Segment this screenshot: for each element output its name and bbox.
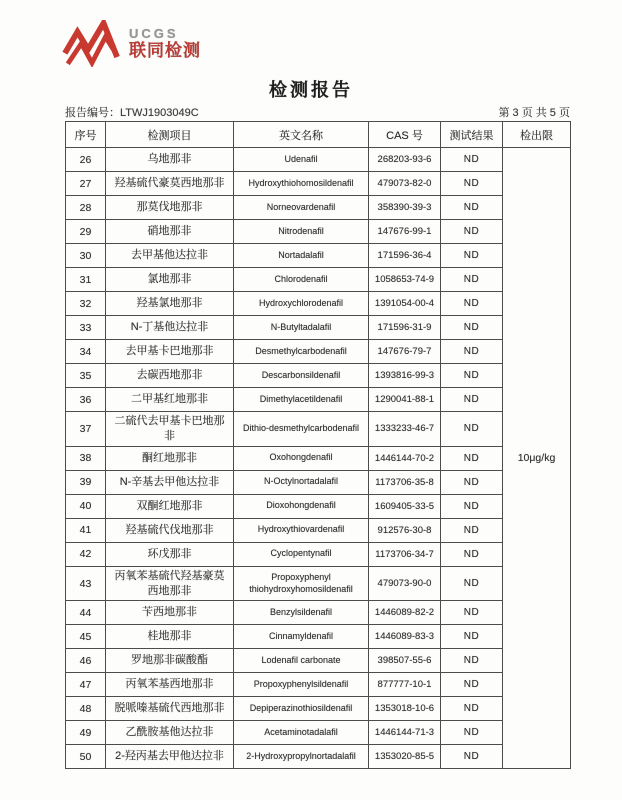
item-name-cn: 脱哌嗪基硫代西地那非 bbox=[106, 697, 234, 721]
cas-number: 398507-55-6 bbox=[369, 649, 441, 673]
detection-limit-cell: 10μg/kg bbox=[503, 148, 571, 769]
cas-number: 358390-39-3 bbox=[369, 196, 441, 220]
table-row bbox=[66, 316, 571, 340]
item-name-cn: 丙氧苯基硫代羟基豪莫西地那非 bbox=[106, 566, 234, 601]
row-no: 38 bbox=[66, 446, 106, 470]
col-header-no: 序号 bbox=[66, 122, 106, 148]
cas-number: 1173706-34-7 bbox=[369, 542, 441, 566]
test-result: ND bbox=[441, 446, 503, 470]
report-meta bbox=[65, 104, 570, 120]
test-result: ND bbox=[441, 196, 503, 220]
item-name-cn: 二硫代去甲基卡巴地那非 bbox=[106, 412, 234, 447]
table-row bbox=[66, 412, 571, 447]
item-name-cn: 桂地那非 bbox=[106, 625, 234, 649]
cas-number: 912576-30-8 bbox=[369, 518, 441, 542]
item-name-cn: 双酮红地那非 bbox=[106, 494, 234, 518]
item-name-cn: N-丁基他达拉非 bbox=[106, 316, 234, 340]
item-name-en: Hydroxythiohomosildenafil bbox=[234, 172, 369, 196]
row-no: 50 bbox=[66, 745, 106, 769]
col-header-result: 测试结果 bbox=[441, 122, 503, 148]
table-row bbox=[66, 494, 571, 518]
test-result: ND bbox=[441, 412, 503, 447]
cas-number: 1290041-88-1 bbox=[369, 388, 441, 412]
table-row bbox=[66, 518, 571, 542]
table-row bbox=[66, 745, 571, 769]
test-result: ND bbox=[441, 518, 503, 542]
item-name-en: N-Octylnortadalafil bbox=[234, 470, 369, 494]
cas-number: 171596-31-9 bbox=[369, 316, 441, 340]
row-no: 33 bbox=[66, 316, 106, 340]
item-name-en: Depiperazinothiosildenafil bbox=[234, 697, 369, 721]
item-name-en: Dimethylacetildenafil bbox=[234, 388, 369, 412]
test-result: ND bbox=[441, 673, 503, 697]
item-name-en: Dioxohongdenafil bbox=[234, 494, 369, 518]
item-name-en: N-Butyltadalafil bbox=[234, 316, 369, 340]
table-header-row bbox=[66, 122, 571, 148]
table-row bbox=[66, 292, 571, 316]
item-name-cn: 硝地那非 bbox=[106, 220, 234, 244]
report-number bbox=[65, 104, 199, 120]
table-row bbox=[66, 196, 571, 220]
item-name-en: Oxohongdenafil bbox=[234, 446, 369, 470]
cas-number: 171596-36-4 bbox=[369, 244, 441, 268]
item-name-cn: N-辛基去甲他达拉非 bbox=[106, 470, 234, 494]
item-name-cn: 二甲基红地那非 bbox=[106, 388, 234, 412]
page-title: 检测报告 bbox=[269, 80, 353, 100]
col-header-english-name: 英文名称 bbox=[234, 122, 369, 148]
cas-number: 1333233-46-7 bbox=[369, 412, 441, 447]
cas-number: 268203-93-6 bbox=[369, 148, 441, 172]
item-name-en: Dithio-desmethylcarbodenafil bbox=[234, 412, 369, 447]
table-row bbox=[66, 148, 571, 172]
table-row bbox=[66, 697, 571, 721]
test-result: ND bbox=[441, 388, 503, 412]
test-result: ND bbox=[441, 649, 503, 673]
test-result: ND bbox=[441, 601, 503, 625]
item-name-cn: 氯地那非 bbox=[106, 268, 234, 292]
item-name-en: 2-Hydroxypropylnortadalafil bbox=[234, 745, 369, 769]
table-row bbox=[66, 340, 571, 364]
report-number-value: LTWJ1903049C bbox=[120, 107, 199, 119]
test-result: ND bbox=[441, 292, 503, 316]
report-number-label: 报告编号： bbox=[65, 107, 120, 119]
item-name-en: Descarbonsildenafil bbox=[234, 364, 369, 388]
item-name-en: Nitrodenafil bbox=[234, 220, 369, 244]
item-name-en: Cyclopentynafil bbox=[234, 542, 369, 566]
table-row bbox=[66, 625, 571, 649]
brand-text bbox=[129, 27, 201, 61]
cas-number: 147676-79-7 bbox=[369, 340, 441, 364]
row-no: 49 bbox=[66, 721, 106, 745]
item-name-cn: 乌地那非 bbox=[106, 148, 234, 172]
cas-number: 1609405-33-5 bbox=[369, 494, 441, 518]
item-name-cn: 去碳西地那非 bbox=[106, 364, 234, 388]
table-row bbox=[66, 649, 571, 673]
table-row bbox=[66, 542, 571, 566]
test-result: ND bbox=[441, 220, 503, 244]
row-no: 29 bbox=[66, 220, 106, 244]
page-indicator: 第 3 页 共 5 页 bbox=[498, 107, 570, 119]
test-result: ND bbox=[441, 268, 503, 292]
item-name-cn: 2-羟丙基去甲他达拉非 bbox=[106, 745, 234, 769]
cas-number: 1173706-35-8 bbox=[369, 470, 441, 494]
test-result: ND bbox=[441, 542, 503, 566]
col-header-cas: CAS 号 bbox=[369, 122, 441, 148]
table-row bbox=[66, 388, 571, 412]
cas-number: 1446089-82-2 bbox=[369, 601, 441, 625]
row-no: 41 bbox=[66, 518, 106, 542]
row-no: 46 bbox=[66, 649, 106, 673]
row-no: 42 bbox=[66, 542, 106, 566]
test-result: ND bbox=[441, 340, 503, 364]
test-result: ND bbox=[441, 721, 503, 745]
test-result: ND bbox=[441, 148, 503, 172]
item-name-cn: 苄西地那非 bbox=[106, 601, 234, 625]
cas-number: 877777-10-1 bbox=[369, 673, 441, 697]
item-name-en: Acetaminotadalafil bbox=[234, 721, 369, 745]
cas-number: 1446089-83-3 bbox=[369, 625, 441, 649]
item-name-en: Propoxyphenylsildenafil bbox=[234, 673, 369, 697]
cas-number: 1446144-70-2 bbox=[369, 446, 441, 470]
item-name-en: Nortadalafil bbox=[234, 244, 369, 268]
row-no: 32 bbox=[66, 292, 106, 316]
row-no: 40 bbox=[66, 494, 106, 518]
brand-name-cn: 联同检测 bbox=[129, 40, 201, 60]
item-name-en: Chlorodenafil bbox=[234, 268, 369, 292]
test-result: ND bbox=[441, 697, 503, 721]
col-header-item: 检测项目 bbox=[106, 122, 234, 148]
table-row bbox=[66, 566, 571, 601]
item-name-cn: 丙氧苯基西地那非 bbox=[106, 673, 234, 697]
item-name-cn: 酮红地那非 bbox=[106, 446, 234, 470]
test-result: ND bbox=[441, 745, 503, 769]
table-row bbox=[66, 244, 571, 268]
row-no: 45 bbox=[66, 625, 106, 649]
table-row bbox=[66, 446, 571, 470]
row-no: 47 bbox=[66, 673, 106, 697]
table-row bbox=[66, 601, 571, 625]
test-result: ND bbox=[441, 364, 503, 388]
table-row bbox=[66, 470, 571, 494]
brand-logo bbox=[62, 20, 201, 67]
row-no: 30 bbox=[66, 244, 106, 268]
item-name-cn: 去甲基他达拉非 bbox=[106, 244, 234, 268]
test-result: ND bbox=[441, 244, 503, 268]
row-no: 37 bbox=[66, 412, 106, 447]
row-no: 39 bbox=[66, 470, 106, 494]
item-name-cn: 羟基氯地那非 bbox=[106, 292, 234, 316]
item-name-cn: 乙酰胺基他达拉非 bbox=[106, 721, 234, 745]
test-result: ND bbox=[441, 316, 503, 340]
cas-number: 1393816-99-3 bbox=[369, 364, 441, 388]
cas-number: 1446144-71-3 bbox=[369, 721, 441, 745]
brand-name-en: UCGS bbox=[129, 25, 179, 41]
row-no: 35 bbox=[66, 364, 106, 388]
cas-number: 1058653-74-9 bbox=[369, 268, 441, 292]
item-name-cn: 羟基硫代豪莫西地那非 bbox=[106, 172, 234, 196]
test-result: ND bbox=[441, 566, 503, 601]
item-name-en: Benzylsildenafil bbox=[234, 601, 369, 625]
row-no: 44 bbox=[66, 601, 106, 625]
cas-number: 147676-99-1 bbox=[369, 220, 441, 244]
test-result: ND bbox=[441, 470, 503, 494]
item-name-en: Desmethylcarbodenafil bbox=[234, 340, 369, 364]
item-name-cn: 环戊那非 bbox=[106, 542, 234, 566]
item-name-en: Hydroxythiovardenafil bbox=[234, 518, 369, 542]
item-name-cn: 那莫伐地那非 bbox=[106, 196, 234, 220]
item-name-en: Norneovardenafil bbox=[234, 196, 369, 220]
results-table bbox=[65, 121, 571, 769]
table-row bbox=[66, 364, 571, 388]
item-name-en: Hydroxychlorodenafil bbox=[234, 292, 369, 316]
item-name-en: Lodenafil carbonate bbox=[234, 649, 369, 673]
cas-number: 479073-82-0 bbox=[369, 172, 441, 196]
item-name-cn: 去甲基卡巴地那非 bbox=[106, 340, 234, 364]
row-no: 34 bbox=[66, 340, 106, 364]
test-result: ND bbox=[441, 494, 503, 518]
item-name-cn: 罗地那非碳酸酯 bbox=[106, 649, 234, 673]
item-name-en: Cinnamyldenafil bbox=[234, 625, 369, 649]
table-row bbox=[66, 721, 571, 745]
ucgs-zigzag-logo-icon bbox=[62, 20, 120, 67]
row-no: 48 bbox=[66, 697, 106, 721]
item-name-en: Propoxyphenyl thiohydroxyhomosildenafil bbox=[234, 566, 369, 601]
cas-number: 1391054-00-4 bbox=[369, 292, 441, 316]
table-row bbox=[66, 268, 571, 292]
item-name-en: Udenafil bbox=[234, 148, 369, 172]
cas-number: 1353020-85-5 bbox=[369, 745, 441, 769]
row-no: 26 bbox=[66, 148, 106, 172]
row-no: 43 bbox=[66, 566, 106, 601]
row-no: 28 bbox=[66, 196, 106, 220]
row-no: 31 bbox=[66, 268, 106, 292]
table-row bbox=[66, 220, 571, 244]
row-no: 36 bbox=[66, 388, 106, 412]
cas-number: 1353018-10-6 bbox=[369, 697, 441, 721]
test-result: ND bbox=[441, 625, 503, 649]
item-name-cn: 羟基硫代伐地那非 bbox=[106, 518, 234, 542]
col-header-detection-limit: 检出限 bbox=[503, 122, 571, 148]
test-result: ND bbox=[441, 172, 503, 196]
cas-number: 479073-90-0 bbox=[369, 566, 441, 601]
row-no: 27 bbox=[66, 172, 106, 196]
table-row bbox=[66, 172, 571, 196]
table-row bbox=[66, 673, 571, 697]
